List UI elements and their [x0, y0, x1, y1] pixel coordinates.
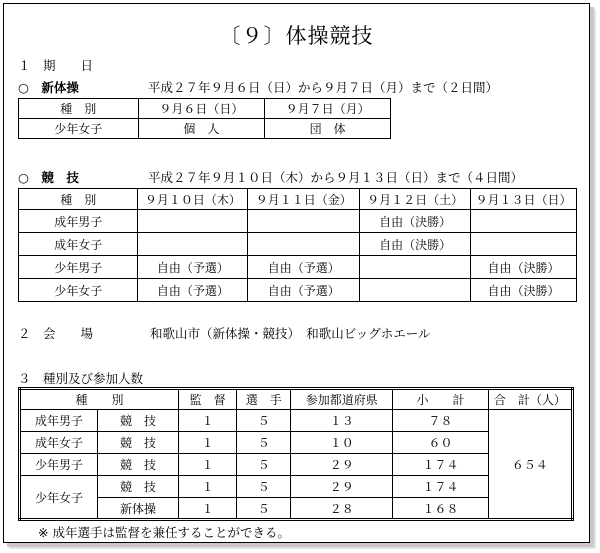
shintaiso-label: ○ 新体操 — [18, 80, 79, 95]
kantoku-cell: １ — [179, 432, 237, 454]
category-cell: 成年女子 — [20, 432, 98, 454]
table-cell: 自由（決勝） — [360, 210, 471, 233]
table-cell: 自由（予選） — [248, 256, 360, 279]
table-cell: 少年女子 — [19, 279, 138, 302]
kantoku-cell: １ — [179, 498, 237, 520]
table-cell: 成年男子 — [19, 210, 138, 233]
kyogi-label: ○ 競 技 — [18, 170, 79, 185]
pref-cell: ２９ — [291, 476, 393, 498]
senshu-cell: ５ — [237, 432, 291, 454]
header-cell: 種 別 — [19, 99, 139, 119]
subtotal-cell: ７８ — [393, 410, 489, 432]
table-cell — [248, 210, 360, 233]
header-cell: 選 手 — [237, 389, 291, 410]
table-row — [19, 210, 577, 233]
category-cell: 少年女子 — [20, 476, 98, 520]
subtotal-cell: １７４ — [393, 454, 489, 476]
table-cell: 自由（決勝） — [471, 256, 577, 279]
table-cell: 自由（予選） — [138, 279, 248, 302]
pref-cell: １３ — [291, 410, 393, 432]
section3-heading: ３ 種別及び参加人数 — [18, 371, 144, 386]
header-cell: 種 別 — [19, 189, 138, 210]
pref-cell: ２８ — [291, 498, 393, 520]
header-cell: ９月６日（日） — [138, 99, 265, 119]
table-cell: 団 体 — [265, 119, 391, 139]
table-cell — [248, 233, 360, 256]
table-cell: 少年女子 — [19, 119, 139, 139]
event-cell: 競 技 — [97, 454, 178, 476]
table-cell — [138, 210, 248, 233]
header-cell: ９月１１日（金） — [248, 189, 360, 210]
header-cell: ９月１３日（日） — [471, 189, 577, 210]
shintaiso-schedule-table — [18, 98, 391, 139]
senshu-cell: ５ — [237, 498, 291, 520]
table-row — [20, 410, 573, 432]
header-cell: 小 計 — [393, 389, 489, 410]
senshu-cell: ５ — [237, 410, 291, 432]
kantoku-cell: １ — [179, 476, 237, 498]
table-cell: 自由（予選） — [138, 256, 248, 279]
subtotal-cell: １６８ — [393, 498, 489, 520]
venue-text: 和歌山市（新体操・競技） 和歌山ビッグホエール — [150, 326, 431, 341]
senshu-cell: ５ — [237, 454, 291, 476]
event-cell: 競 技 — [97, 476, 178, 498]
pref-cell: ２９ — [291, 454, 393, 476]
table-cell: 成年女子 — [19, 233, 138, 256]
category-cell: 少年男子 — [20, 454, 98, 476]
header-cell: 種 別 — [20, 389, 179, 410]
category-cell: 成年男子 — [20, 410, 98, 432]
event-cell: 競 技 — [97, 432, 178, 454]
table-row — [19, 279, 577, 302]
event-cell: 新体操 — [97, 498, 178, 520]
section1-heading: １ 期 日 — [18, 58, 94, 73]
pref-cell: １０ — [291, 432, 393, 454]
header-cell: 合 計（人） — [488, 389, 572, 410]
page-title: 〔９〕体操競技 — [219, 24, 374, 48]
kantoku-cell: １ — [179, 410, 237, 432]
table-cell: 個 人 — [138, 119, 265, 139]
total-cell: ６５４ — [488, 410, 572, 520]
participants-table — [18, 387, 574, 521]
table-cell: 少年男子 — [19, 256, 138, 279]
header-cell: ９月１０日（木） — [138, 189, 248, 210]
header-cell: ９月１２日（土） — [360, 189, 471, 210]
document-frame — [3, 3, 590, 543]
table-cell — [471, 233, 577, 256]
subtotal-cell: １７４ — [393, 476, 489, 498]
table-cell — [360, 279, 471, 302]
table-cell — [471, 210, 577, 233]
header-cell: 参加都道府県 — [291, 389, 393, 410]
table-cell — [138, 233, 248, 256]
header-cell: 監 督 — [179, 389, 237, 410]
section2-heading: ２ 会 場 — [18, 326, 94, 341]
kantoku-cell: １ — [179, 454, 237, 476]
shintaiso-period: 平成２７年９月６日（日）から９月７日（月）まで（２日間） — [148, 80, 499, 95]
subtotal-cell: ６０ — [393, 432, 489, 454]
table-row — [19, 233, 577, 256]
table-header-row — [20, 389, 573, 410]
table-cell: 自由（予選） — [248, 279, 360, 302]
footnote: ※ 成年選手は監督を兼任することができる。 — [38, 525, 290, 540]
event-cell: 競 技 — [97, 410, 178, 432]
kyogi-period: 平成２７年９月１０日（木）から９月１３日（日）まで（４日間） — [148, 170, 524, 185]
header-cell: ９月７日（月） — [265, 99, 391, 119]
table-row — [19, 119, 391, 139]
table-cell — [360, 256, 471, 279]
senshu-cell: ５ — [237, 476, 291, 498]
table-row — [19, 256, 577, 279]
table-header-row — [19, 189, 577, 210]
table-cell: 自由（決勝） — [471, 279, 577, 302]
kyogi-schedule-table — [18, 188, 577, 302]
table-header-row — [19, 99, 391, 119]
table-cell: 自由（決勝） — [360, 233, 471, 256]
